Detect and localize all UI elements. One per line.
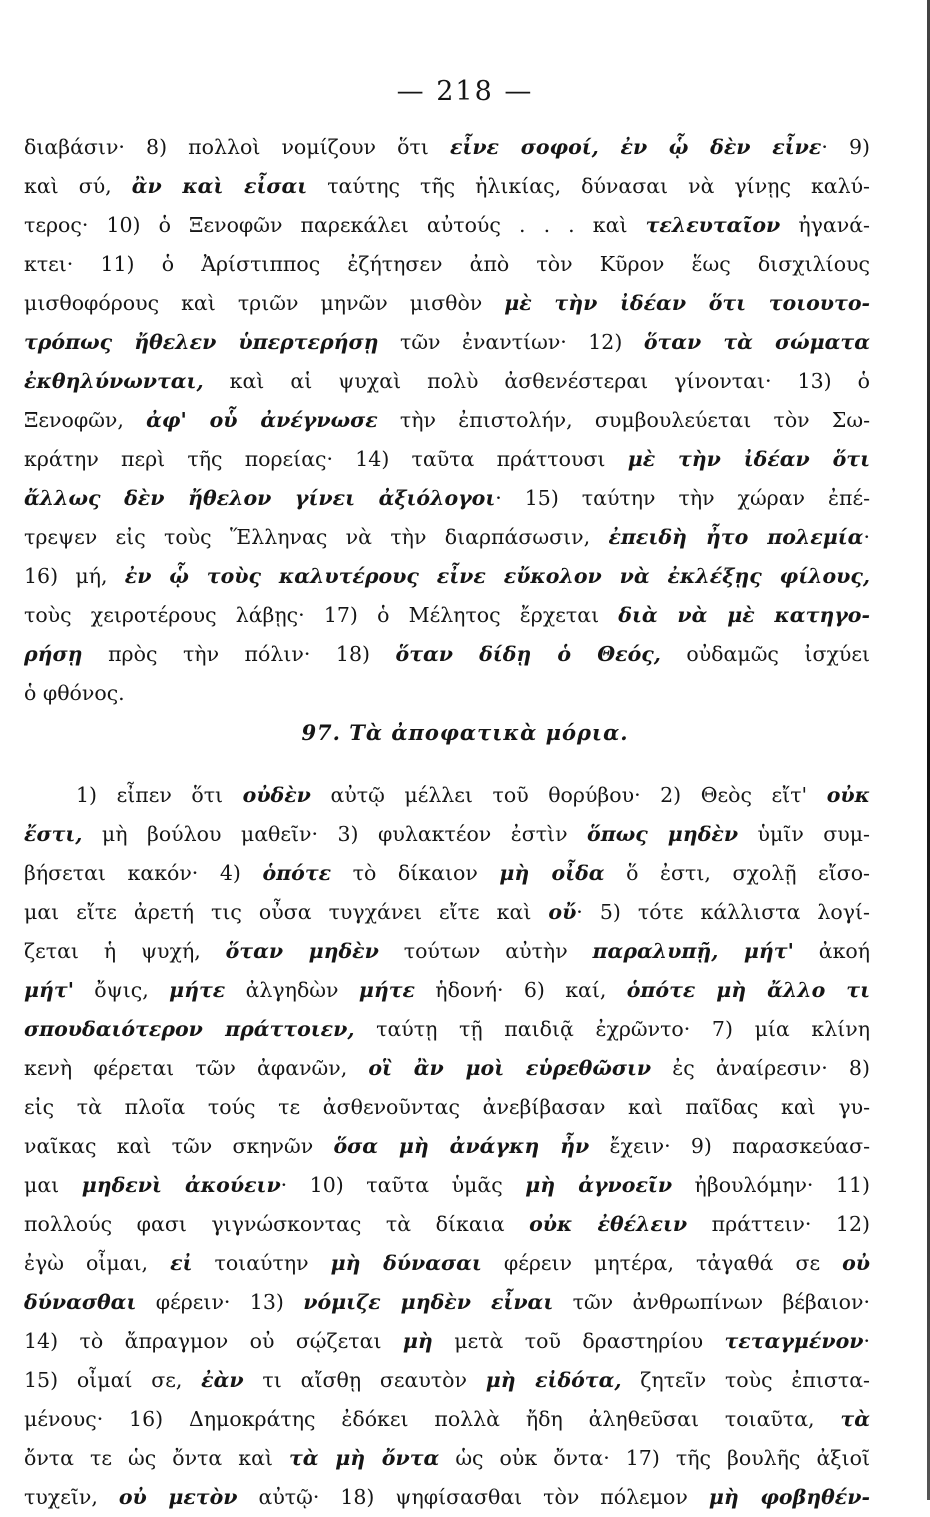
emphasized-phrase: τρόπως ἤθελεν ὑπερτερήσῃ — [24, 330, 379, 354]
text-line — [24, 323, 870, 362]
text-run: τῶν ἀνθρωπίνων βέβαιον· — [553, 1290, 870, 1314]
text-line — [24, 815, 870, 854]
text-run: 15) οἶμαί σε, — [24, 1368, 202, 1392]
text-run: ἠβουλόμην· 11) — [672, 1173, 870, 1197]
text-line — [24, 1010, 870, 1049]
text-line — [24, 1400, 870, 1439]
text-run: μαι εἴτε ἀρετή τις οὖσα τυγχάνει εἴτε καὶ — [24, 900, 549, 924]
emphasized-phrase: σπουδαιότερον πράττοιεν, — [24, 1017, 355, 1041]
emphasized-phrase: οὐκ — [826, 783, 870, 807]
emphasized-phrase: οὐ — [842, 1251, 870, 1275]
text-line — [24, 635, 870, 674]
text-run: τρεψεν εἰς τοὺς Ἕλληνας νὰ τὴν διαρπάσωσιν, — [24, 525, 609, 549]
text-line — [24, 1166, 870, 1205]
text-line — [24, 596, 870, 635]
text-line — [24, 1283, 870, 1322]
text-run: κράτην περὶ τῆς πορείας· 14) ταῦτα πράττουσι — [24, 447, 628, 471]
text-line — [24, 167, 870, 206]
text-run: τοιαύτην — [192, 1251, 331, 1275]
text-line — [24, 1088, 870, 1127]
text-run: καὶ σύ, — [24, 174, 132, 198]
emphasized-phrase: τὰ μὴ ὄντα — [289, 1446, 440, 1470]
text-line — [24, 1244, 870, 1283]
emphasized-phrase: εἶνε σοφοί, ἐν ᾧ δὲν εἶνε — [449, 135, 822, 159]
section-text-1 — [24, 128, 870, 713]
emphasized-phrase: τεταγμένον — [724, 1329, 864, 1353]
emphasized-phrase: ἐν ᾧ τοὺς καλυτέρους εἶνε εὔκολον νὰ ἐκλέξῃς φίλους, — [124, 564, 870, 588]
text-line — [24, 128, 870, 167]
text-run: ἐς ἀναίρεσιν· 8) — [651, 1056, 870, 1080]
emphasized-phrase: ἔστι, — [24, 822, 83, 846]
section-text-2 — [24, 776, 870, 1517]
emphasized-phrase: οὐδὲν — [242, 783, 311, 807]
emphasized-phrase: ἐπειδὴ ἦτο πολεμία — [608, 525, 864, 549]
text-run: φέρειν μητέρα, τἀγαθά σε — [481, 1251, 843, 1275]
text-line — [24, 284, 870, 323]
text-run: ζεται ἡ ψυχή, — [24, 939, 226, 963]
text-run: αὐτῷ μέλλει τοῦ θορύβου· 2) Θεὸς εἴτ' — [310, 783, 827, 807]
text-line — [24, 854, 870, 893]
emphasized-phrase: μηδενὶ ἀκούειν — [81, 1173, 281, 1197]
text-line — [24, 674, 870, 713]
text-run: βήσεται κακόν· 4) — [24, 861, 263, 885]
text-run: φέρειν· 13) — [136, 1290, 304, 1314]
emphasized-phrase: μὴ — [402, 1329, 433, 1353]
text-line — [24, 971, 870, 1010]
emphasized-phrase: εἰ — [170, 1251, 193, 1275]
emphasized-phrase: μὴ φοβηθέν- — [708, 1485, 870, 1509]
text-run: · 15) ταύτην τὴν χώραν ἐπέ- — [495, 486, 870, 510]
text-run: ὄψις, — [73, 978, 170, 1002]
text-run: εἰς τὰ πλοῖα τούς τε ἀσθενοῦντας ἀνεβίβασαν καὶ παῖδας καὶ γυ- — [24, 1095, 870, 1119]
page-number: — 218 — — [396, 76, 534, 107]
text-run: 14) τὸ ἄπραγμον οὐ σῴζεται — [24, 1329, 403, 1353]
text-line — [24, 557, 870, 596]
text-line — [24, 893, 870, 932]
text-line — [24, 776, 870, 815]
text-run: μισθοφόρους καὶ τριῶν μηνῶν μισθὸν — [24, 291, 505, 315]
text-run: · 9) — [821, 135, 870, 159]
emphasized-phrase: ὅταν δίδῃ ὁ Θεός, — [395, 642, 661, 666]
text-run: · 10) ταῦτα ὑμᾶς — [280, 1173, 526, 1197]
text-run: 16) μή, — [24, 564, 125, 588]
emphasized-phrase: ὅσα μὴ ἀνάγκη ἦν — [333, 1134, 590, 1158]
text-run: ὅ ἐστι, σχολῇ εἴσο- — [604, 861, 870, 885]
emphasized-phrase: ὁπότε μὴ ἄλλο τι — [626, 978, 870, 1002]
text-run: πρὸς τὴν πόλιν· 18) — [82, 642, 396, 666]
text-run: ζητεῖν τοὺς ἐπιστα- — [621, 1368, 870, 1392]
text-run: πράττειν· 12) — [687, 1212, 870, 1236]
text-run: ὁ φθόνος. — [24, 681, 125, 705]
emphasized-phrase: ἄλλως δὲν ἤθελον γίνει ἀξιόλογοι — [24, 486, 496, 510]
emphasized-phrase: ἂν καὶ εἶσαι — [131, 174, 308, 198]
emphasized-phrase: μήτ' — [24, 978, 74, 1002]
emphasized-phrase: μὴ ἀγνοεῖν — [525, 1173, 673, 1197]
text-run: μαι — [24, 1173, 82, 1197]
text-run: Ξενοφῶν, — [24, 408, 147, 432]
emphasized-phrase: ἐκθηλύνωνται, — [24, 369, 204, 393]
emphasized-phrase: μὲ τὴν ἰδέαν ὅτι — [627, 447, 870, 471]
emphasized-phrase: ὁπότε — [262, 861, 332, 885]
text-run: ναῖκας καὶ τῶν σκηνῶν — [24, 1134, 334, 1158]
emphasized-phrase: μὴ οἶδα — [499, 861, 605, 885]
text-run: τι αἴσθῃ σεαυτὸν — [243, 1368, 486, 1392]
text-line — [24, 1361, 870, 1400]
text-run: ὡς οὐκ ὄντα· 17) τῆς βουλῆς ἀξιοῖ — [439, 1446, 870, 1470]
text-line — [24, 1478, 870, 1517]
text-run: διαβάσιν· 8) πολλοὶ νομίζουν ὅτι — [24, 135, 450, 159]
text-line — [24, 401, 870, 440]
emphasized-phrase: οὐ μετὸν — [118, 1485, 238, 1509]
text-line — [24, 518, 870, 557]
emphasized-phrase: μὴ εἰδότα, — [485, 1368, 622, 1392]
text-line — [24, 1049, 870, 1088]
text-line — [24, 932, 870, 971]
text-line — [24, 245, 870, 284]
text-run: τὸ δίκαιον — [331, 861, 500, 885]
emphasized-phrase: νόμιζε μηδὲν εἶναι — [303, 1290, 554, 1314]
emphasized-phrase: παραλυπῇ, μήτ' — [592, 939, 794, 963]
text-run: ἀλγηδὼν — [225, 978, 359, 1002]
emphasized-phrase: ὅπως μηδὲν — [587, 822, 739, 846]
emphasized-phrase: ὅταν τὰ σώματα — [643, 330, 870, 354]
text-run: πολλούς φασι γιγνώσκοντας τὰ δίκαια — [24, 1212, 530, 1236]
emphasized-phrase: μὴ δύνασαι — [330, 1251, 482, 1275]
emphasized-phrase: διὰ νὰ μὲ κατηγο- — [618, 603, 870, 627]
text-line — [24, 479, 870, 518]
text-run: αὐτῷ· 18) ψηφίσασθαι τὸν πόλεμον — [237, 1485, 709, 1509]
text-run: μετὰ τοῦ δραστηρίου — [432, 1329, 725, 1353]
emphasized-phrase: ἐὰν — [201, 1368, 244, 1392]
text-run: ταύτῃ τῇ παιδιᾷ ἐχρῶντο· 7) μία κλίνη — [354, 1017, 870, 1041]
text-run: ἀκοή — [793, 939, 870, 963]
text-run: μένους· 16) Δημοκράτης ἐδόκει πολλὰ ἤδη ἀληθεῦσαι τοιαῦτα, — [24, 1407, 841, 1431]
emphasized-phrase: τὰ — [840, 1407, 870, 1431]
text-run: 1) εἶπεν ὅτι — [76, 783, 243, 807]
emphasized-phrase: μὲ τὴν ἰδέαν ὅτι τοιουτο- — [504, 291, 870, 315]
text-run: · — [863, 525, 870, 549]
text-run: κτει· 11) ὁ Ἀρίστιππος ἐζήτησεν ἀπὸ τὸν Κῦρον ἕως δισχιλίους — [24, 252, 870, 276]
emphasized-phrase: ὅταν μηδὲν — [225, 939, 379, 963]
emphasized-phrase: τελευταῖον — [645, 213, 781, 237]
text-run: τερος· 10) ὁ Ξενοφῶν παρεκάλει αὐτούς . . . καὶ — [24, 213, 646, 237]
text-run: κενὴ φέρεται τῶν ἀφανῶν, — [24, 1056, 369, 1080]
text-line — [24, 1439, 870, 1478]
emphasized-phrase: οἳ ἂν μοὶ εὑρεθῶσιν — [368, 1056, 652, 1080]
emphasized-phrase: οὔ — [548, 900, 577, 924]
text-run: · — [863, 1329, 870, 1353]
text-line — [24, 362, 870, 401]
text-line — [24, 440, 870, 479]
text-run: ἔχειν· 9) παρασκεύασ- — [589, 1134, 870, 1158]
emphasized-phrase: ἀφ' οὗ ἀνέγνωσε — [146, 408, 378, 432]
text-line — [24, 1205, 870, 1244]
text-run: ὑμῖν συμ- — [738, 822, 870, 846]
text-run: τούτων αὐτὴν — [378, 939, 593, 963]
emphasized-phrase: μήτε — [169, 978, 226, 1002]
text-run: · 5) τότε κάλλιστα λογί- — [576, 900, 870, 924]
text-run: ἡδονή· 6) καί, — [414, 978, 627, 1002]
text-run: ἠγανά- — [780, 213, 870, 237]
text-line — [24, 206, 870, 245]
emphasized-phrase: οὐκ ἐθέλειν — [529, 1212, 688, 1236]
text-run: ἐγὼ οἶμαι, — [24, 1251, 171, 1275]
text-line — [24, 1127, 870, 1166]
text-run: οὐδαμῶς ἰσχύει — [660, 642, 870, 666]
section-heading: 97. Τὰ ἀποφατικὰ μόρια. — [301, 720, 629, 745]
text-run: τῶν ἐναντίων· 12) — [378, 330, 644, 354]
emphasized-phrase: δύνασθαι — [24, 1290, 137, 1314]
text-run: τὴν ἐπιστολήν, συμβουλεύεται τὸν Σω- — [377, 408, 870, 432]
text-run: καὶ αἱ ψυχαὶ πολὺ ἀσθενέστεραι γίνονται· 13) ὁ — [203, 369, 870, 393]
text-run: τυχεῖν, — [24, 1485, 119, 1509]
text-line — [24, 1322, 870, 1361]
text-run: τοὺς χειροτέρους λάβῃς· 17) ὁ Μέλητος ἔρχεται — [24, 603, 619, 627]
text-run: μὴ βούλου μαθεῖν· 3) φυλακτέον ἐστὶν — [82, 822, 588, 846]
emphasized-phrase: μήτε — [358, 978, 415, 1002]
emphasized-phrase: ρήσῃ — [24, 642, 83, 666]
text-run: ταύτης τῆς ἡλικίας, δύνασαι νὰ γίνῃς καλύ- — [307, 174, 870, 198]
text-run: ὄντα τε ὡς ὄντα καὶ — [24, 1446, 290, 1470]
